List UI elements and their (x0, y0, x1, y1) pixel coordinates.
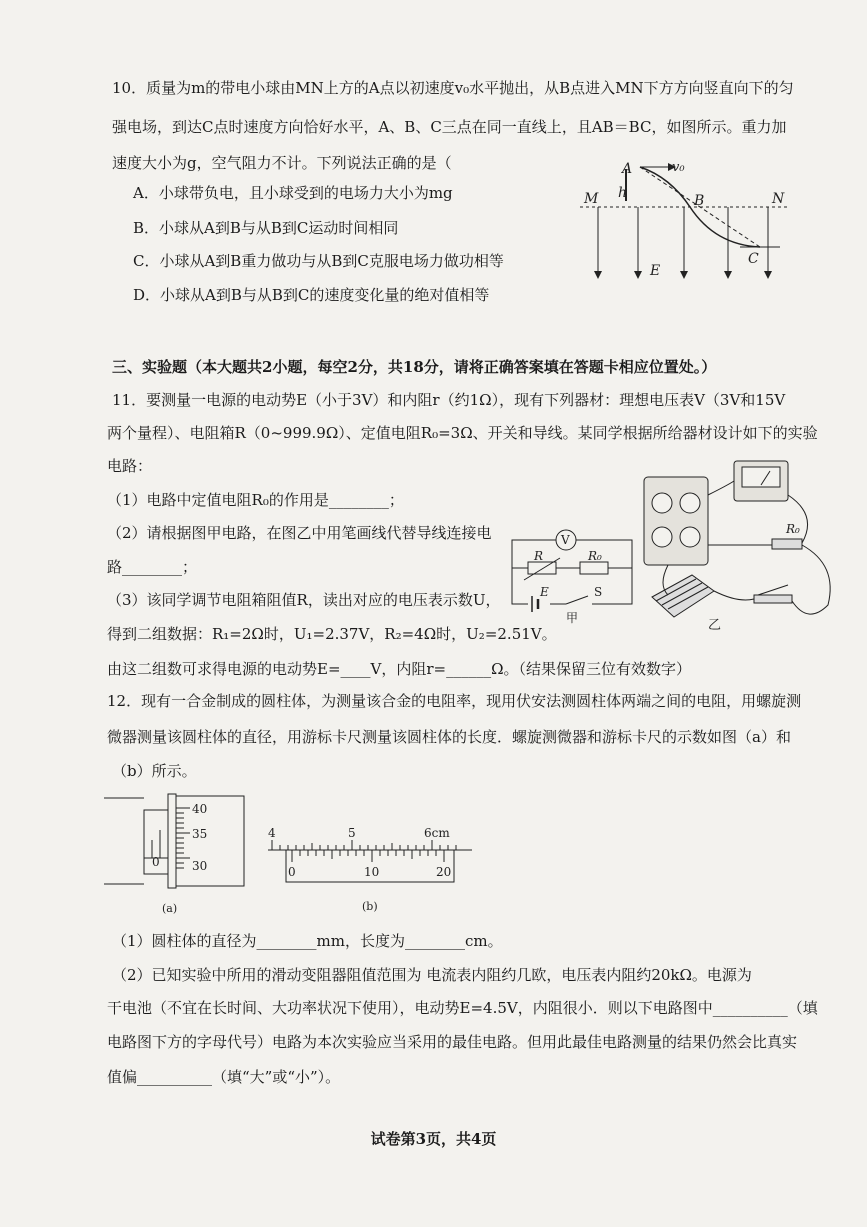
q11-resistor-r0-label: R₀ (588, 549, 602, 563)
q10-option-a: A．小球带负电，且小球受到的电场力大小为mg (133, 184, 453, 202)
q11-circuit-jia (508, 520, 638, 625)
micrometer-tick-35: 35 (192, 827, 208, 841)
section3-heading: 三、实验题（本大题共2小题，每空2分，共18分，请将正确答案填在答题卡相应位置处。） (112, 358, 717, 376)
q11-part3c: 由这二组数可求得电源的电动势E=____V，内阻r=______Ω。（结果保留三位有效数字） (107, 660, 692, 678)
q11-switch-label: S (594, 585, 603, 599)
q11-line2: 两个量程）、电阻箱R（0~999.9Ω）、定值电阻R₀=3Ω、开关和导线。某同学根据所给器材设计如下的实验 (107, 424, 818, 442)
micrometer-tick-40: 40 (192, 802, 208, 816)
q12-line3: （b）所示。 (112, 762, 197, 780)
micrometer-tick-30: 30 (192, 859, 208, 873)
q12-part2a: （2）已知实验中所用的滑动变阻器阻值范围为 电流表内阻约几欧，电压表内阻约20kΩ。电源为 (112, 966, 752, 984)
q12-part2c: 电路图下方的字母代号）电路为本次实验应当采用的最佳电路。但用此最佳电路测量的结果仍然会比真实 (107, 1033, 798, 1051)
q10-label-a: A (622, 161, 633, 177)
q11-part2a: （2）请根据图甲电路，在图乙中用笔画线代替导线连接电 (107, 524, 492, 542)
q10-label-b: B (694, 193, 705, 209)
q11-voltmeter-label: V (561, 533, 570, 547)
q10-stem-line2: 强电场，到达C点时速度方向恰好水平，A、B、C三点在同一直线上，且AB＝BC，如图所示。重力加 (112, 118, 787, 136)
q12-part1: （1）圆柱体的直径为________mm，长度为________cm。 (112, 932, 503, 950)
q11-caption-yi: 乙 (708, 618, 722, 633)
q11-line3: 电路： (107, 457, 153, 475)
page-footer: 试卷第3页，共4页 (370, 1130, 497, 1148)
micrometer-zero: 0 (152, 855, 160, 869)
caliper-main-tick-5: 5 (348, 826, 356, 840)
q10-label-c: C (748, 251, 759, 267)
micrometer-caption: (a) (162, 902, 178, 915)
caliper-main-tick-4: 4 (268, 826, 276, 840)
q10-option-b: B．小球从A到B与从B到C运动时间相同 (133, 219, 399, 237)
q11-resistor-r-label: R (534, 549, 544, 563)
q10-label-n: N (772, 191, 785, 207)
caliper-main-tick-6cm: 6cm (424, 826, 450, 840)
q11-caption-jia: 甲 (566, 611, 579, 625)
q12-line2: 微器测量该圆柱体的直径，用游标卡尺测量该圆柱体的长度．螺旋测微器和游标卡尺的示数如图（a）和 (107, 728, 791, 746)
q11-line1: 11．要测量一电源的电动势E（小于3V）和内阻r（约1Ω），现有下列器材：理想电压表V（3V和15V (112, 391, 786, 409)
q10-option-d: D．小球从A到B与从B到C的速度变化量的绝对值相等 (133, 286, 490, 304)
q11-part2b: 路________； (107, 558, 198, 576)
q12-part2d: 值偏__________（填“大”或“小”）。 (107, 1068, 341, 1086)
q10-field-figure (570, 155, 800, 295)
caliper-vernier-tick-10: 10 (364, 865, 380, 879)
q10-label-h: h (618, 185, 628, 201)
q10-option-c: C．小球从A到B重力做功与从B到C克服电场力做功相等 (133, 252, 504, 270)
q11-apparatus-r0-label: R₀ (786, 522, 800, 536)
caliper-vernier-tick-0: 0 (288, 865, 296, 879)
q11-part3b: 得到二组数据：R₁=2Ω时，U₁=2.37V，R₂=4Ω时，U₂=2.51V。 (107, 625, 557, 643)
q10-label-m: M (584, 191, 599, 207)
q12-line1: 12．现有一合金制成的圆柱体，为测量该合金的电阻率，现用伏安法测圆柱体两端之间的电阻，用螺旋测 (107, 692, 802, 710)
q10-label-v0: v₀ (672, 160, 685, 175)
q10-stem-line1: 10．质量为m的带电小球由MN上方的A点以初速度v₀水平抛出，从B点进入MN下方方向竖直向下的匀 (112, 79, 794, 97)
q12-caliper-figure (262, 826, 484, 918)
q11-apparatus-yi (638, 455, 848, 640)
q10-stem-line3: 速度大小为g，空气阻力不计。下列说法正确的是（ (112, 154, 452, 172)
q12-micrometer-figure (104, 790, 246, 920)
q10-label-e: E (650, 263, 661, 279)
q11-part3a: （3）该同学调节电阻箱阻值R，读出对应的电压表示数U， (107, 591, 501, 609)
q11-emf-label: E (540, 585, 549, 599)
q11-part1: （1）电路中定值电阻R₀的作用是________； (107, 491, 404, 509)
caliper-vernier-tick-20: 20 (436, 865, 452, 879)
caliper-caption: (b) (362, 900, 378, 913)
q12-part2b: 干电池（不宜在长时间、大功率状况下使用），电动势E=4.5V，内阻很小．则以下电路图中__________（填 (107, 999, 818, 1017)
